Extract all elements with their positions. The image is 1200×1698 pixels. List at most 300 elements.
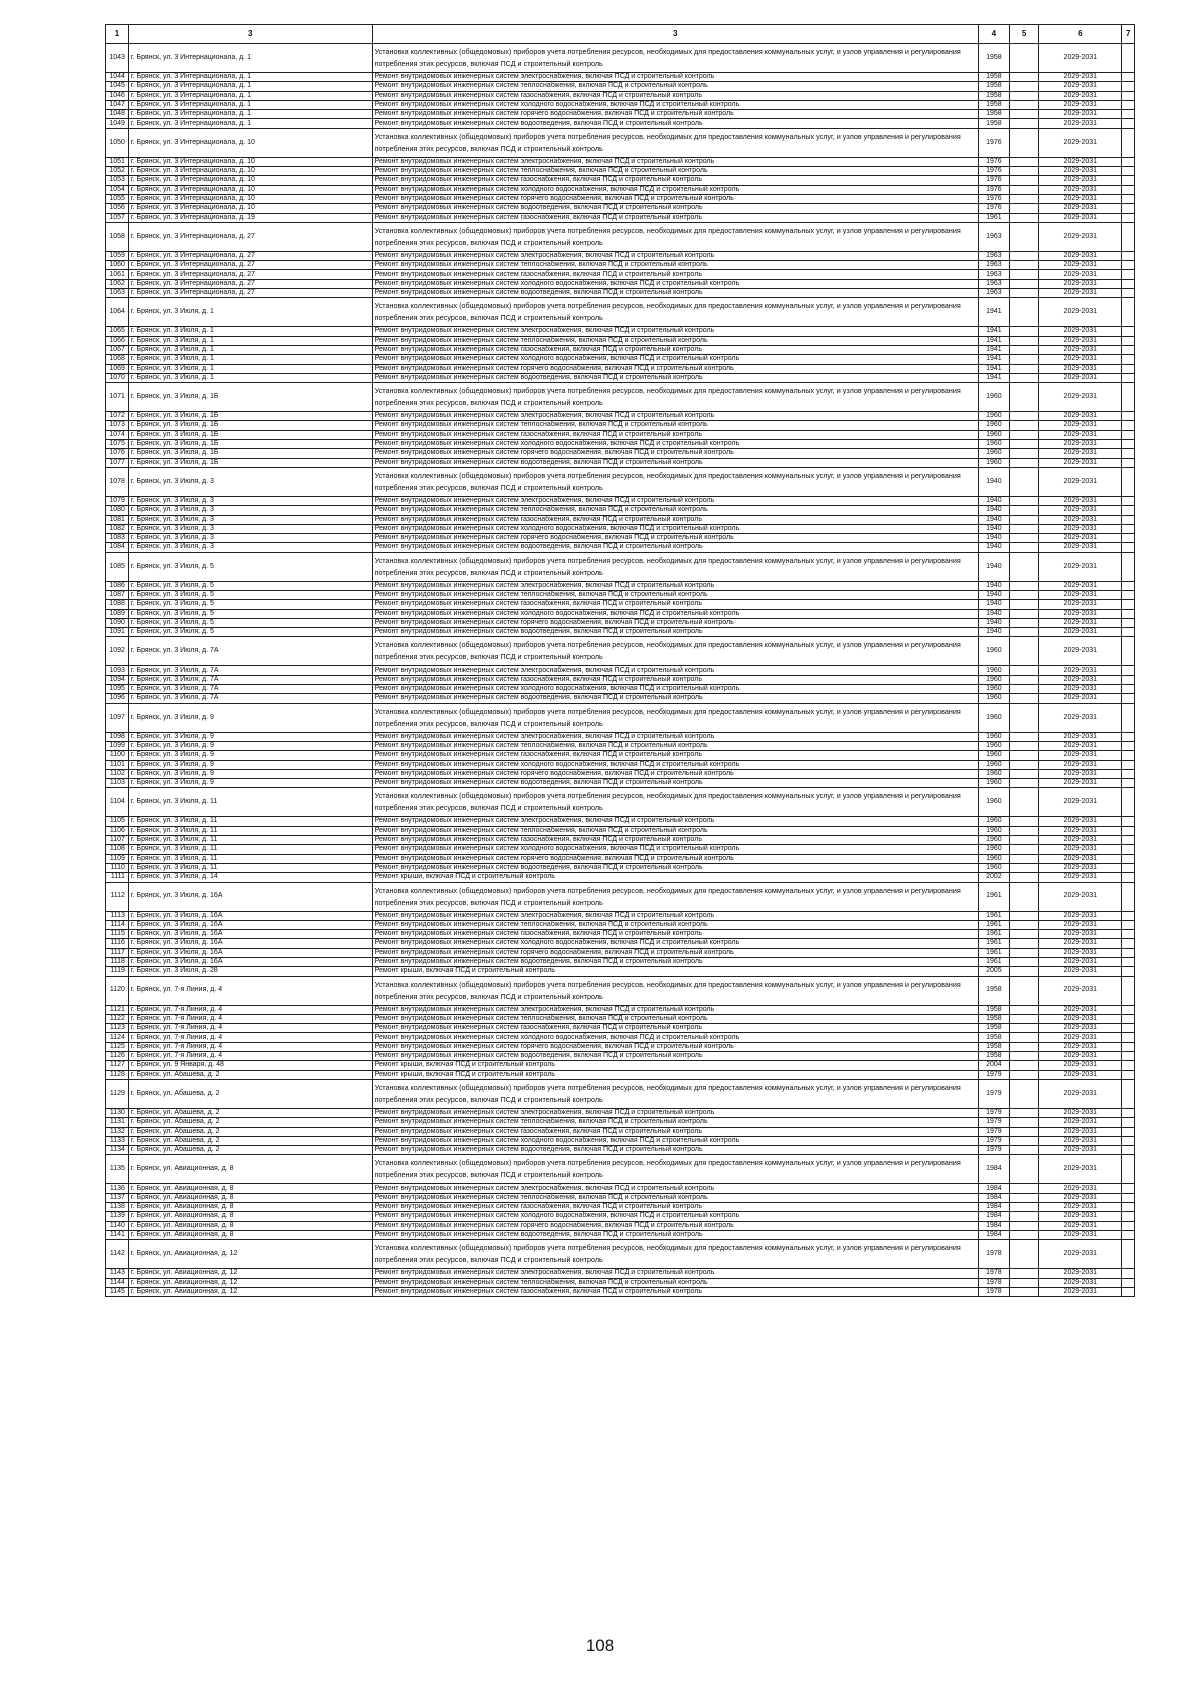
row-work-type: Установка коллективных (общедомовых) приборов учета потребления ресурсов, необходимых для предоставления коммунальных услуг, и узлов управления и регулирования потребления этих ресурсов, включая ПСД и строительный контроль: [372, 44, 978, 73]
row-period: 2029-2031: [1039, 458, 1122, 467]
row-build-year: 1958: [978, 91, 1009, 100]
row-col-5: [1009, 930, 1038, 939]
row-build-year: 1941: [978, 373, 1009, 382]
row-period: 2029-2031: [1039, 1184, 1122, 1193]
row-address: г. Брянск, ул. 3 Интернационала, д. 27: [128, 222, 372, 251]
row-col-7: [1122, 1033, 1135, 1042]
row-period: 2029-2031: [1039, 194, 1122, 203]
row-col-5: [1009, 845, 1038, 854]
row-period: 2029-2031: [1039, 1221, 1122, 1230]
row-build-year: 1979: [978, 1136, 1009, 1145]
row-col-5: [1009, 355, 1038, 364]
row-work-type: Ремонт внутридомовых инженерных систем холодного водоснабжения, включая ПСД и строительный контроль: [372, 845, 978, 854]
row-build-year: 1979: [978, 1127, 1009, 1136]
table-row: [106, 1146, 1135, 1155]
row-build-year: 1941: [978, 336, 1009, 345]
row-build-year: 1984: [978, 1193, 1009, 1202]
row-number: 1144: [106, 1278, 129, 1287]
row-period: 2029-2031: [1039, 213, 1122, 222]
row-number: 1141: [106, 1230, 129, 1239]
row-col-5: [1009, 222, 1038, 251]
row-period: 2029-2031: [1039, 91, 1122, 100]
row-build-year: 1960: [978, 703, 1009, 732]
row-address: г. Брянск, ул. 3 Июля, д. 3: [128, 534, 372, 543]
row-period: 2029-2031: [1039, 760, 1122, 769]
row-period: 2029-2031: [1039, 167, 1122, 176]
row-build-year: 1940: [978, 628, 1009, 637]
row-col-5: [1009, 1118, 1038, 1127]
row-col-5: [1009, 628, 1038, 637]
row-period: 2029-2031: [1039, 298, 1122, 327]
row-work-type: Установка коллективных (общедомовых) приборов учета потребления ресурсов, необходимых для предоставления коммунальных услуг, и узлов управления и регулирования потребления этих ресурсов, включая ПСД и строительный контроль: [372, 976, 978, 1005]
table-row: [106, 279, 1135, 288]
row-number: 1116: [106, 939, 129, 948]
row-period: 2029-2031: [1039, 82, 1122, 91]
table-row: [106, 100, 1135, 109]
row-number: 1076: [106, 449, 129, 458]
row-period: 2029-2031: [1039, 1203, 1122, 1212]
row-number: 1113: [106, 911, 129, 920]
row-number: 1054: [106, 185, 129, 194]
row-address: г. Брянск, ул. 3 Июля, д. 9: [128, 779, 372, 788]
row-col-7: [1122, 327, 1135, 336]
row-col-7: [1122, 298, 1135, 327]
row-col-5: [1009, 882, 1038, 911]
row-col-5: [1009, 618, 1038, 627]
row-work-type: Ремонт внутридомовых инженерных систем электроснабжения, включая ПСД и строительный контроль: [372, 911, 978, 920]
row-build-year: 1958: [978, 976, 1009, 1005]
row-address: г. Брянск, ул. 3 Июля, д. 5: [128, 581, 372, 590]
row-period: 2029-2031: [1039, 440, 1122, 449]
row-address: г. Брянск, ул. 3 Июля, д. 1: [128, 364, 372, 373]
row-period: 2029-2031: [1039, 609, 1122, 618]
row-col-7: [1122, 618, 1135, 627]
row-work-type: Ремонт внутридомовых инженерных систем холодного водоснабжения, включая ПСД и строительный контроль: [372, 760, 978, 769]
row-address: г. Брянск, ул. 7-я Линия, д. 4: [128, 1024, 372, 1033]
row-col-5: [1009, 911, 1038, 920]
row-col-7: [1122, 383, 1135, 412]
row-work-type: Установка коллективных (общедомовых) приборов учета потребления ресурсов, необходимых для предоставления коммунальных услуг, и узлов управления и регулирования потребления этих ресурсов, включая ПСД и строительный контроль: [372, 222, 978, 251]
row-build-year: 1979: [978, 1118, 1009, 1127]
row-col-5: [1009, 383, 1038, 412]
row-col-5: [1009, 1240, 1038, 1269]
row-col-7: [1122, 110, 1135, 119]
table-row: [106, 882, 1135, 911]
row-period: 2029-2031: [1039, 948, 1122, 957]
row-address: г. Брянск, ул. 3 Интернационала, д. 19: [128, 213, 372, 222]
row-number: 1131: [106, 1118, 129, 1127]
row-number: 1138: [106, 1203, 129, 1212]
row-address: г. Брянск, ул. 3 Интернационала, д. 1: [128, 91, 372, 100]
table-row: [106, 930, 1135, 939]
row-number: 1140: [106, 1221, 129, 1230]
row-period: 2029-2031: [1039, 44, 1122, 73]
row-col-5: [1009, 779, 1038, 788]
row-period: 2029-2031: [1039, 430, 1122, 439]
row-number: 1139: [106, 1212, 129, 1221]
table-row: [106, 458, 1135, 467]
row-address: г. Брянск, ул. Авиационная, д. 8: [128, 1155, 372, 1184]
table-row: [106, 1061, 1135, 1070]
row-work-type: Ремонт внутридомовых инженерных систем холодного водоснабжения, включая ПСД и строительный контроль: [372, 185, 978, 194]
row-work-type: Ремонт внутридомовых инженерных систем электроснабжения, включая ПСД и строительный контроль: [372, 327, 978, 336]
header-col-1: 1: [106, 25, 129, 44]
row-number: 1137: [106, 1193, 129, 1202]
row-build-year: 1976: [978, 176, 1009, 185]
row-col-5: [1009, 873, 1038, 882]
row-work-type: Ремонт внутридомовых инженерных систем газоснабжения, включая ПСД и строительный контроль: [372, 515, 978, 524]
row-build-year: 1960: [978, 760, 1009, 769]
table-row: [106, 534, 1135, 543]
row-col-5: [1009, 666, 1038, 675]
row-col-7: [1122, 552, 1135, 581]
row-period: 2029-2031: [1039, 873, 1122, 882]
row-period: 2029-2031: [1039, 383, 1122, 412]
row-address: г. Брянск, ул. Авиационная, д. 8: [128, 1212, 372, 1221]
row-col-5: [1009, 289, 1038, 298]
row-build-year: 2005: [978, 967, 1009, 976]
row-work-type: Ремонт внутридомовых инженерных систем горячего водоснабжения, включая ПСД и строительный контроль: [372, 1042, 978, 1051]
row-build-year: 1960: [978, 751, 1009, 760]
header-col-6: 6: [1039, 25, 1122, 44]
table-row: [106, 364, 1135, 373]
row-work-type: Установка коллективных (общедомовых) приборов учета потребления ресурсов, необходимых для предоставления коммунальных услуг, и узлов управления и регулирования потребления этих ресурсов, включая ПСД и строительный контроль: [372, 637, 978, 666]
row-work-type: Ремонт внутридомовых инженерных систем водоотведения, включая ПСД и строительный контроль: [372, 119, 978, 128]
row-build-year: 2002: [978, 873, 1009, 882]
row-work-type: Ремонт внутридомовых инженерных систем газоснабжения, включая ПСД и строительный контроль: [372, 213, 978, 222]
row-period: 2029-2031: [1039, 1070, 1122, 1079]
row-col-5: [1009, 157, 1038, 166]
row-work-type: Ремонт внутридомовых инженерных систем водоотведения, включая ПСД и строительный контроль: [372, 543, 978, 552]
row-build-year: 1960: [978, 458, 1009, 467]
row-col-5: [1009, 412, 1038, 421]
row-period: 2029-2031: [1039, 128, 1122, 157]
row-col-7: [1122, 1203, 1135, 1212]
row-number: 1067: [106, 345, 129, 354]
row-address: г. Брянск, ул. 3 Июля, д. 5: [128, 600, 372, 609]
row-address: г. Брянск, ул. 7-я Линия, д. 4: [128, 1052, 372, 1061]
table-row: [106, 119, 1135, 128]
row-period: 2029-2031: [1039, 1230, 1122, 1239]
row-address: г. Брянск, ул. 3 Июля, д. 1: [128, 327, 372, 336]
row-work-type: Ремонт внутридомовых инженерных систем теплоснабжения, включая ПСД и строительный контроль: [372, 1278, 978, 1287]
row-col-5: [1009, 967, 1038, 976]
table-row: [106, 741, 1135, 750]
row-address: г. Брянск, ул. 3 Июля, д. 1Б: [128, 412, 372, 421]
row-number: 1108: [106, 845, 129, 854]
row-number: 1122: [106, 1014, 129, 1023]
row-col-5: [1009, 1070, 1038, 1079]
row-period: 2029-2031: [1039, 1269, 1122, 1278]
row-number: 1046: [106, 91, 129, 100]
table-body: [106, 44, 1135, 1297]
row-build-year: 1960: [978, 412, 1009, 421]
row-number: 1124: [106, 1033, 129, 1042]
row-address: г. Брянск, ул. 3 Июля, д. 16А: [128, 882, 372, 911]
row-address: г. Брянск, ул. 3 Июля, д. 1: [128, 345, 372, 354]
row-address: г. Брянск, ул. 3 Интернационала, д. 1: [128, 119, 372, 128]
table-row: [106, 222, 1135, 251]
table-row: [106, 581, 1135, 590]
row-col-5: [1009, 543, 1038, 552]
row-period: 2029-2031: [1039, 1061, 1122, 1070]
row-work-type: Ремонт внутридомовых инженерных систем теплоснабжения, включая ПСД и строительный контроль: [372, 920, 978, 929]
row-address: г. Брянск, ул. 3 Интернационала, д. 1: [128, 110, 372, 119]
row-col-7: [1122, 440, 1135, 449]
row-address: г. Брянск, ул. 3 Интернационала, д. 10: [128, 167, 372, 176]
row-build-year: 1960: [978, 817, 1009, 826]
row-work-type: Ремонт внутридомовых инженерных систем теплоснабжения, включая ПСД и строительный контроль: [372, 261, 978, 270]
row-number: 1072: [106, 412, 129, 421]
row-address: г. Брянск, ул. 3 Июля, д. 11: [128, 788, 372, 817]
row-col-7: [1122, 73, 1135, 82]
row-address: г. Брянск, ул. Авиационная, д. 8: [128, 1203, 372, 1212]
row-period: 2029-2031: [1039, 157, 1122, 166]
row-number: 1061: [106, 270, 129, 279]
row-number: 1079: [106, 496, 129, 505]
row-address: г. Брянск, ул. 7-я Линия, д. 4: [128, 976, 372, 1005]
row-number: 1126: [106, 1052, 129, 1061]
row-col-5: [1009, 958, 1038, 967]
row-col-5: [1009, 421, 1038, 430]
row-col-5: [1009, 788, 1038, 817]
row-period: 2029-2031: [1039, 1014, 1122, 1023]
row-col-7: [1122, 732, 1135, 741]
row-address: г. Брянск, ул. 3 Июля, д. 1Б: [128, 449, 372, 458]
row-col-5: [1009, 948, 1038, 957]
row-col-7: [1122, 609, 1135, 618]
row-build-year: 1958: [978, 100, 1009, 109]
row-number: 1057: [106, 213, 129, 222]
row-col-5: [1009, 1155, 1038, 1184]
row-col-5: [1009, 1146, 1038, 1155]
row-number: 1136: [106, 1184, 129, 1193]
row-work-type: Установка коллективных (общедомовых) приборов учета потребления ресурсов, необходимых для предоставления коммунальных услуг, и узлов управления и регулирования потребления этих ресурсов, включая ПСД и строительный контроль: [372, 1240, 978, 1269]
row-col-7: [1122, 817, 1135, 826]
row-build-year: 1940: [978, 506, 1009, 515]
row-col-5: [1009, 1278, 1038, 1287]
row-work-type: Ремонт внутридомовых инженерных систем горячего водоснабжения, включая ПСД и строительный контроль: [372, 618, 978, 627]
row-col-5: [1009, 506, 1038, 515]
row-period: 2029-2031: [1039, 939, 1122, 948]
row-col-7: [1122, 600, 1135, 609]
row-col-5: [1009, 1108, 1038, 1117]
row-number: 1044: [106, 73, 129, 82]
row-build-year: 1961: [978, 958, 1009, 967]
row-address: г. Брянск, ул. Абашева, д. 2: [128, 1127, 372, 1136]
row-col-5: [1009, 496, 1038, 505]
row-work-type: Ремонт внутридомовых инженерных систем водоотведения, включая ПСД и строительный контроль: [372, 628, 978, 637]
row-col-7: [1122, 948, 1135, 957]
row-number: 1099: [106, 741, 129, 750]
row-col-7: [1122, 1108, 1135, 1117]
table-row: [106, 779, 1135, 788]
row-address: г. Брянск, ул. 3 Июля, д. 5: [128, 618, 372, 627]
row-address: г. Брянск, ул. 3 Июля, д. 5: [128, 628, 372, 637]
row-address: г. Брянск, ул. 3 Июля, д. 1Б: [128, 458, 372, 467]
row-col-5: [1009, 336, 1038, 345]
row-work-type: Ремонт внутридомовых инженерных систем электроснабжения, включая ПСД и строительный контроль: [372, 73, 978, 82]
row-address: г. Брянск, ул. 3 Июля, д. 7А: [128, 675, 372, 684]
row-build-year: 1961: [978, 920, 1009, 929]
row-work-type: Ремонт внутридомовых инженерных систем водоотведения, включая ПСД и строительный контроль: [372, 958, 978, 967]
row-build-year: 1961: [978, 948, 1009, 957]
row-build-year: 1940: [978, 543, 1009, 552]
row-address: г. Брянск, ул. 3 Интернационала, д. 10: [128, 194, 372, 203]
row-build-year: 1976: [978, 194, 1009, 203]
row-address: г. Брянск, ул. 3 Июля, д. 5: [128, 552, 372, 581]
row-build-year: 1963: [978, 289, 1009, 298]
row-number: 1068: [106, 355, 129, 364]
row-period: 2029-2031: [1039, 204, 1122, 213]
row-col-5: [1009, 515, 1038, 524]
row-build-year: 1978: [978, 1278, 1009, 1287]
row-number: 1100: [106, 751, 129, 760]
row-build-year: 1963: [978, 261, 1009, 270]
row-address: г. Брянск, ул. Авиационная, д. 12: [128, 1278, 372, 1287]
row-address: г. Брянск, ул. 3 Интернационала, д. 10: [128, 128, 372, 157]
row-number: 1074: [106, 430, 129, 439]
row-address: г. Брянск, ул. 3 Июля, д. 11: [128, 854, 372, 863]
table-row: [106, 430, 1135, 439]
row-work-type: Ремонт внутридомовых инженерных систем теплоснабжения, включая ПСД и строительный контроль: [372, 336, 978, 345]
row-number: 1123: [106, 1024, 129, 1033]
row-work-type: Ремонт внутридомовых инженерных систем электроснабжения, включая ПСД и строительный контроль: [372, 817, 978, 826]
row-col-7: [1122, 1079, 1135, 1108]
row-col-5: [1009, 204, 1038, 213]
row-col-5: [1009, 826, 1038, 835]
table-row: [106, 167, 1135, 176]
row-address: г. Брянск, ул. Авиационная, д. 8: [128, 1184, 372, 1193]
row-col-5: [1009, 270, 1038, 279]
row-work-type: Ремонт внутридомовых инженерных систем газоснабжения, включая ПСД и строительный контроль: [372, 751, 978, 760]
row-col-5: [1009, 1014, 1038, 1023]
row-build-year: 1979: [978, 1079, 1009, 1108]
row-address: г. Брянск, ул. 3 Июля, д. 1Б: [128, 383, 372, 412]
row-build-year: 1940: [978, 496, 1009, 505]
row-build-year: 1976: [978, 185, 1009, 194]
row-build-year: 1976: [978, 128, 1009, 157]
row-address: г. Брянск, ул. 3 Июля, д. 11: [128, 845, 372, 854]
row-period: 2029-2031: [1039, 1042, 1122, 1051]
row-address: г. Брянск, ул. Авиационная, д. 12: [128, 1269, 372, 1278]
table-row: [106, 336, 1135, 345]
row-number: 1096: [106, 694, 129, 703]
row-build-year: 1960: [978, 449, 1009, 458]
row-col-7: [1122, 506, 1135, 515]
row-work-type: Ремонт внутридомовых инженерных систем холодного водоснабжения, включая ПСД и строительный контроль: [372, 1136, 978, 1145]
row-col-7: [1122, 185, 1135, 194]
row-number: 1098: [106, 732, 129, 741]
table-row: [106, 1108, 1135, 1117]
row-work-type: Ремонт внутридомовых инженерных систем электроснабжения, включая ПСД и строительный контроль: [372, 581, 978, 590]
row-work-type: Установка коллективных (общедомовых) приборов учета потребления ресурсов, необходимых для предоставления коммунальных услуг, и узлов управления и регулирования потребления этих ресурсов, включая ПСД и строительный контроль: [372, 788, 978, 817]
row-number: 1135: [106, 1155, 129, 1184]
row-col-5: [1009, 1230, 1038, 1239]
row-address: г. Брянск, ул. 3 Июля, д. 3: [128, 515, 372, 524]
row-col-5: [1009, 100, 1038, 109]
row-col-7: [1122, 1221, 1135, 1230]
row-work-type: Установка коллективных (общедомовых) приборов учета потребления ресурсов, необходимых для предоставления коммунальных услуг, и узлов управления и регулирования потребления этих ресурсов, включая ПСД и строительный контроль: [372, 703, 978, 732]
row-address: г. Брянск, ул. 3 Интернационала, д. 27: [128, 289, 372, 298]
row-col-7: [1122, 204, 1135, 213]
row-work-type: Установка коллективных (общедомовых) приборов учета потребления ресурсов, необходимых для предоставления коммунальных услуг, и узлов управления и регулирования потребления этих ресурсов, включая ПСД и строительный контроль: [372, 383, 978, 412]
row-col-7: [1122, 826, 1135, 835]
row-col-7: [1122, 694, 1135, 703]
row-period: 2029-2031: [1039, 524, 1122, 533]
row-address: г. Брянск, ул. 3 Июля, д. 11: [128, 817, 372, 826]
row-build-year: 1940: [978, 590, 1009, 599]
table-row: [106, 836, 1135, 845]
row-work-type: Ремонт внутридомовых инженерных систем электроснабжения, включая ПСД и строительный контроль: [372, 1108, 978, 1117]
row-work-type: Ремонт внутридомовых инженерных систем теплоснабжения, включая ПСД и строительный контроль: [372, 826, 978, 835]
table-row: [106, 552, 1135, 581]
table-row: [106, 760, 1135, 769]
row-period: 2029-2031: [1039, 515, 1122, 524]
row-build-year: 1958: [978, 73, 1009, 82]
row-build-year: 1960: [978, 666, 1009, 675]
row-address: г. Брянск, ул. 3 Июля, д. 3: [128, 506, 372, 515]
row-period: 2029-2031: [1039, 1108, 1122, 1117]
row-work-type: Ремонт внутридомовых инженерных систем газоснабжения, включая ПСД и строительный контроль: [372, 1203, 978, 1212]
row-address: г. Брянск, ул. 3 Интернационала, д. 10: [128, 185, 372, 194]
row-period: 2029-2031: [1039, 279, 1122, 288]
row-build-year: 1979: [978, 1108, 1009, 1117]
row-col-7: [1122, 345, 1135, 354]
row-work-type: Ремонт внутридомовых инженерных систем горячего водоснабжения, включая ПСД и строительный контроль: [372, 364, 978, 373]
row-build-year: 1958: [978, 1005, 1009, 1014]
row-col-7: [1122, 157, 1135, 166]
row-build-year: 1941: [978, 298, 1009, 327]
row-col-7: [1122, 920, 1135, 929]
row-number: 1082: [106, 524, 129, 533]
row-col-5: [1009, 703, 1038, 732]
row-period: 2029-2031: [1039, 675, 1122, 684]
row-work-type: Ремонт внутридомовых инженерных систем газоснабжения, включая ПСД и строительный контроль: [372, 1287, 978, 1296]
row-address: г. Брянск, ул. Авиационная, д. 12: [128, 1287, 372, 1296]
row-col-7: [1122, 1146, 1135, 1155]
row-address: г. Брянск, ул. 3 Июля, д. 5: [128, 590, 372, 599]
row-address: г. Брянск, ул. 3 Интернационала, д. 27: [128, 279, 372, 288]
row-work-type: Ремонт внутридомовых инженерных систем холодного водоснабжения, включая ПСД и строительный контроль: [372, 440, 978, 449]
row-number: 1090: [106, 618, 129, 627]
table-row: [106, 751, 1135, 760]
row-col-7: [1122, 270, 1135, 279]
row-work-type: Ремонт внутридомовых инженерных систем холодного водоснабжения, включая ПСД и строительный контроль: [372, 1033, 978, 1042]
row-col-7: [1122, 751, 1135, 760]
row-number: 1114: [106, 920, 129, 929]
row-period: 2029-2031: [1039, 590, 1122, 599]
row-address: г. Брянск, ул. 3 Июля, д. 9: [128, 741, 372, 750]
row-col-7: [1122, 666, 1135, 675]
row-col-5: [1009, 760, 1038, 769]
table-row: [106, 628, 1135, 637]
row-col-5: [1009, 467, 1038, 496]
table-row: [106, 600, 1135, 609]
row-work-type: Ремонт внутридомовых инженерных систем электроснабжения, включая ПСД и строительный контроль: [372, 732, 978, 741]
row-build-year: 1940: [978, 618, 1009, 627]
row-work-type: Ремонт внутридомовых инженерных систем водоотведения, включая ПСД и строительный контроль: [372, 373, 978, 382]
row-period: 2029-2031: [1039, 854, 1122, 863]
row-col-5: [1009, 458, 1038, 467]
row-build-year: 1984: [978, 1203, 1009, 1212]
row-address: г. Брянск, ул. 3 Июля, д. 9: [128, 732, 372, 741]
table-row: [106, 110, 1135, 119]
row-col-5: [1009, 73, 1038, 82]
row-col-7: [1122, 496, 1135, 505]
row-address: г. Брянск, ул. 3 Июля, д. 11: [128, 836, 372, 845]
row-build-year: 1958: [978, 1033, 1009, 1042]
